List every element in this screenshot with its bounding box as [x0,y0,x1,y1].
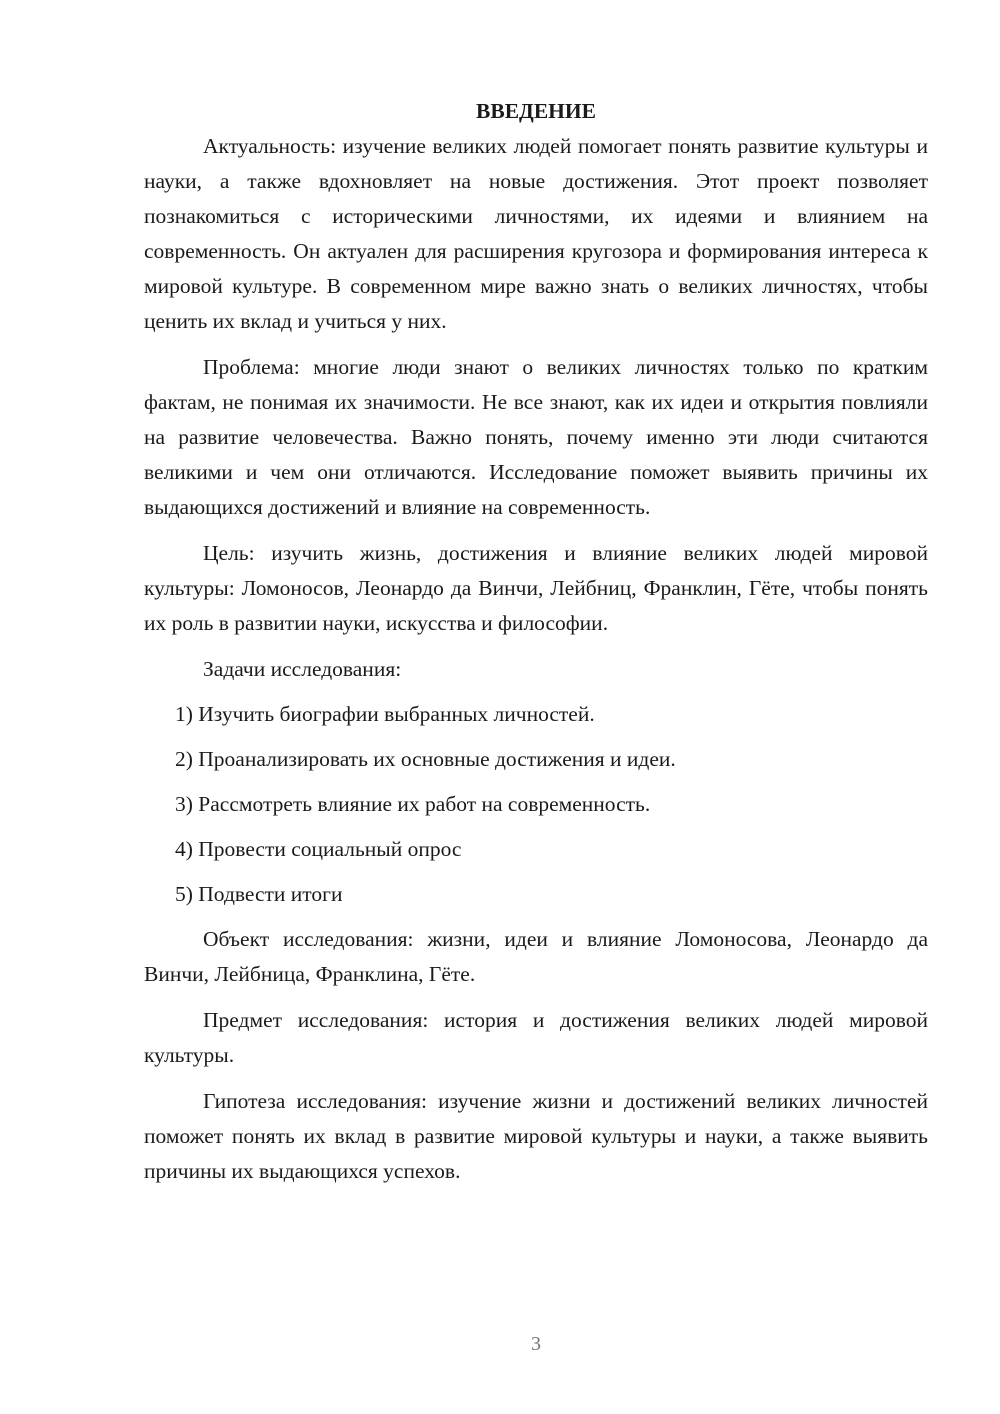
paragraph-problem: Проблема: многие люди знают о великих личностях только по кратким фактам, не понимая их значимости. Не все знают, как их идеи и открытия повлияли на развитие человечества. Важно понять, почему именно эти люди считаются великими и чем они отличаются. Исследование поможет выявить причины их выдающихся достижений и влияние на современность. [144,355,928,519]
paragraph-goal: Цель: изучить жизнь, достижения и влияние великих людей мировой культуры: Ломоносов, Леонардо да Винчи, Лейбниц, Франклин, Гёте, чтобы понять их роль в развитии науки, искусства и философии. [144,541,928,635]
page-number: 3 [531,1333,541,1355]
list-item: 5) Подвести итоги [175,882,343,906]
paragraph-subject: Предмет исследования: история и достижения великих людей мировой культуры. [144,1008,928,1067]
tasks-list [144,697,928,912]
document-page [144,94,928,1189]
paragraph-relevance: Актуальность: изучение великих людей помогает понять развитие культуры и науки, а также вдохновляет на новые достижения. Этот проект позволяет познакомиться с историческими личностями, их идеями и влиянием на современность. Он актуален для расширения кругозора и формирования интереса к мировой культуре. В современном мире важно знать о великих личностях, чтобы ценить их вклад и учиться у них. [144,134,928,333]
list-item: 2) Проанализировать их основные достижения и идеи. [175,747,676,771]
paragraph-hypothesis: Гипотеза исследования: изучение жизни и достижений великих личностей поможет понять их вклад в развитие мировой культуры и науки, а также выявить причины их выдающихся успехов. [144,1089,928,1183]
list-item: 3) Рассмотреть влияние их работ на современность. [175,792,651,816]
list-item: 1) Изучить биографии выбранных личностей. [175,702,595,726]
page-title: ВВЕДЕНИЕ [476,99,596,123]
tasks-heading: Задачи исследования: [203,657,402,681]
paragraph-object: Объект исследования: жизни, идеи и влияние Ломоносова, Леонардо да Винчи, Лейбница, Франклина, Гёте. [144,927,928,986]
list-item: 4) Провести социальный опрос [175,837,462,861]
